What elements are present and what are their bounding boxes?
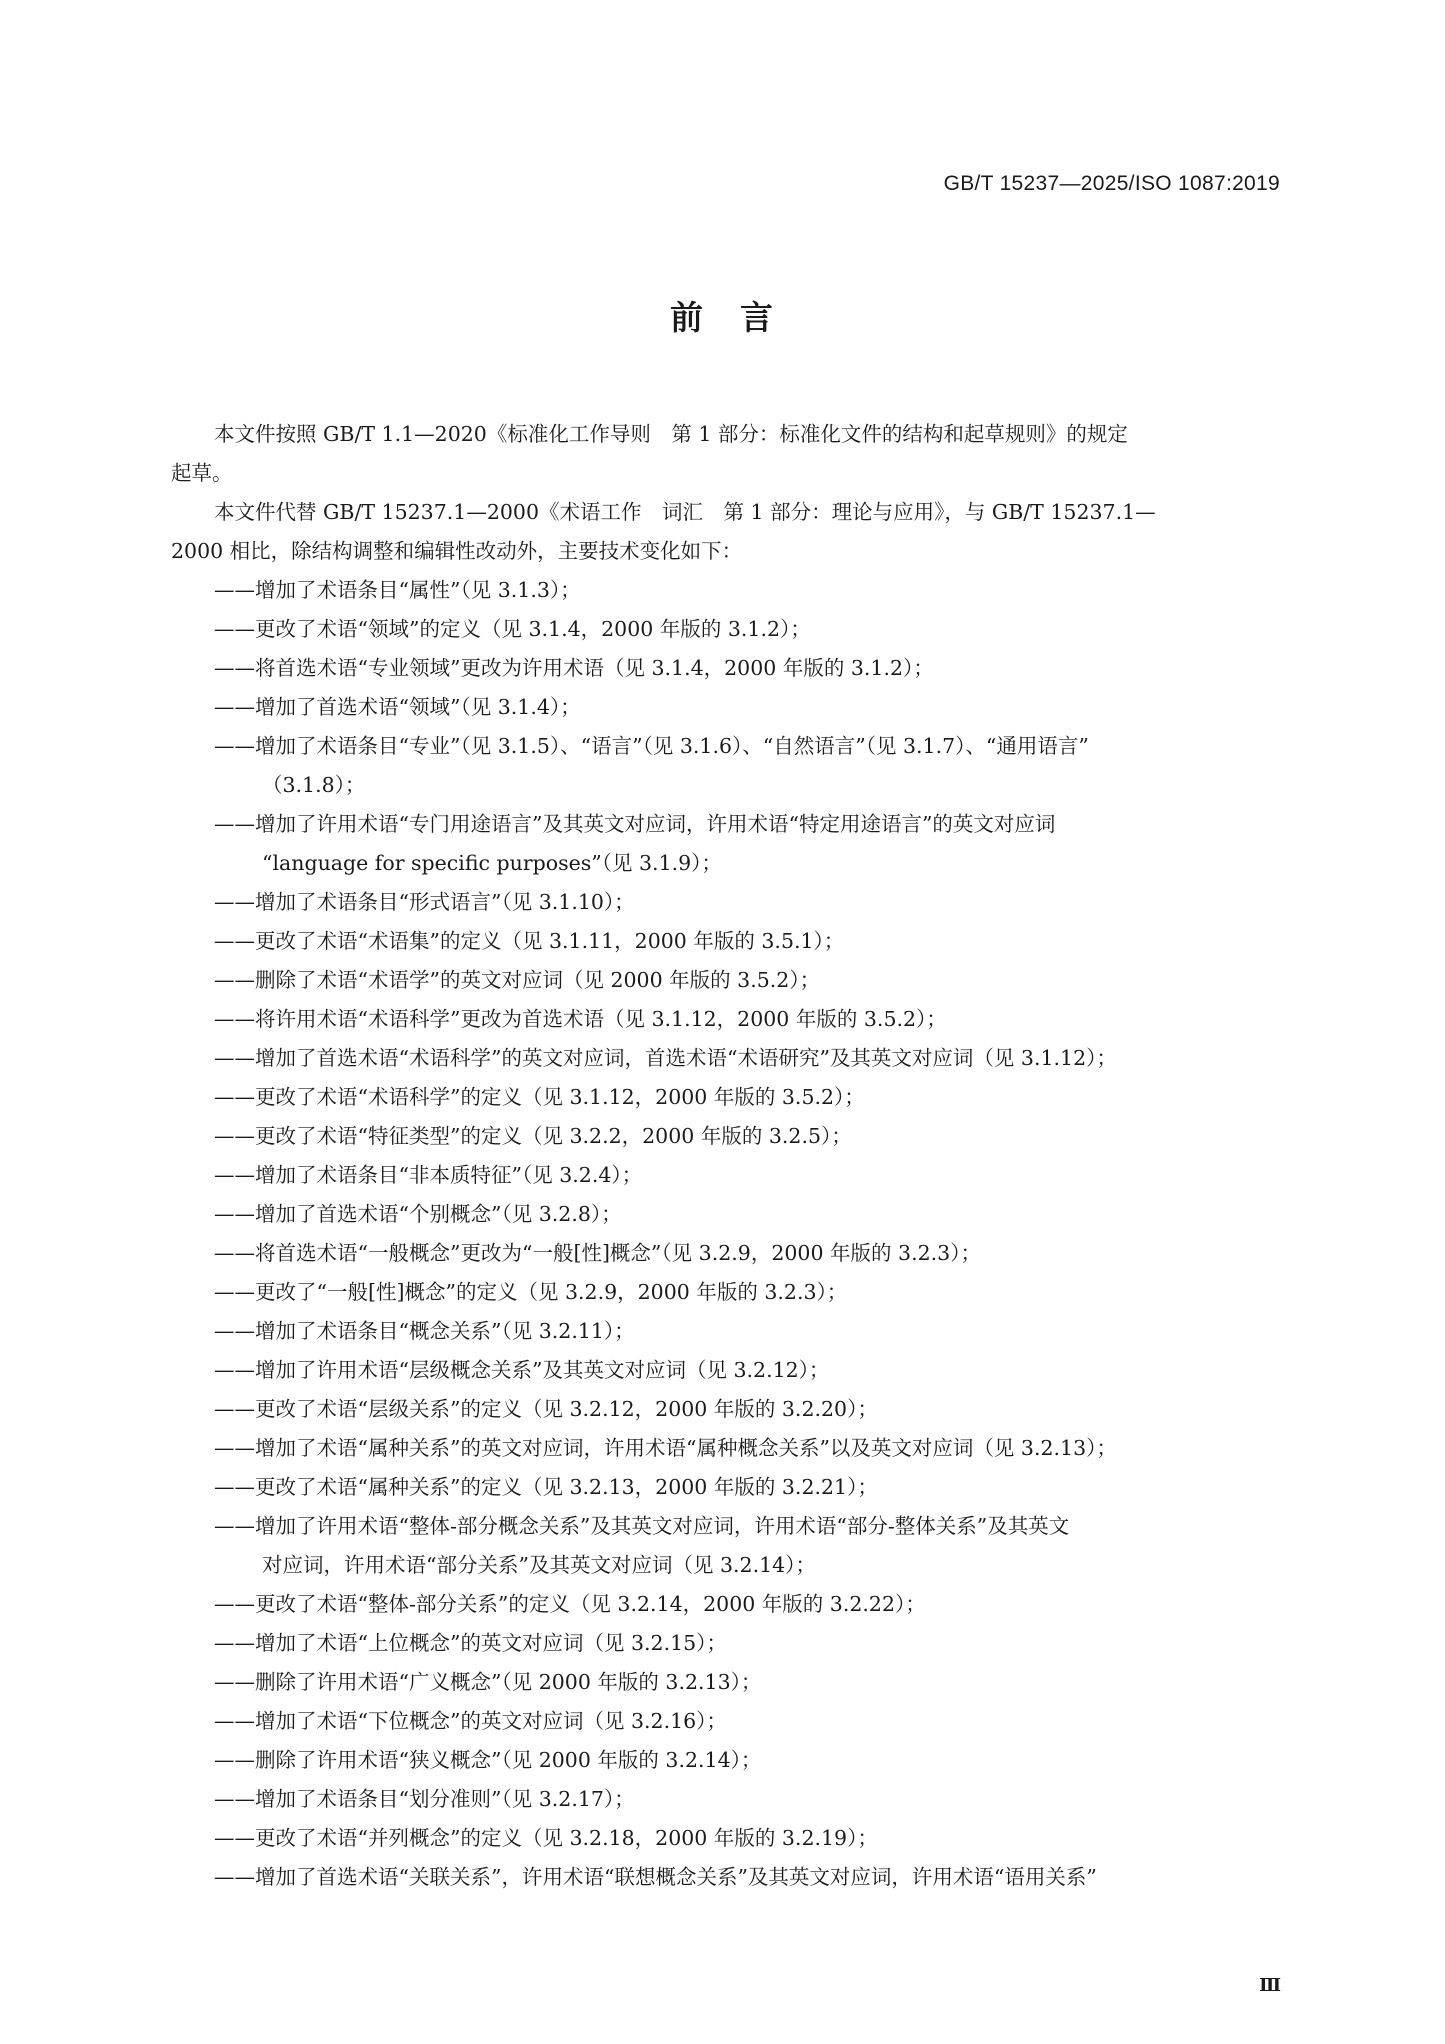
- change-item: [171, 1117, 1284, 1156]
- change-item: [171, 1468, 1284, 1507]
- change-list: [171, 571, 1284, 1897]
- change-item-text: ——增加了术语“上位概念”的英文对应词（见 3.2.15）；: [214, 1631, 727, 1655]
- change-item: [171, 1390, 1284, 1429]
- change-item-text: ——更改了术语“术语科学”的定义（见 3.1.12，2000 年版的 3.5.2）；: [214, 1085, 865, 1109]
- change-item-text: ——更改了术语“领域”的定义（见 3.1.4，2000 年版的 3.1.2）；: [214, 617, 811, 641]
- change-item-text: ——更改了“一般[性]概念”的定义（见 3.2.9，2000 年版的 3.2.3）；: [214, 1280, 848, 1304]
- change-item: [171, 610, 1284, 649]
- change-item: [171, 1663, 1284, 1702]
- change-item: [171, 961, 1284, 1000]
- change-item-text: ——增加了首选术语“关联关系”，许用术语“联想概念关系”及其英文对应词，许用术语“语用关系”: [214, 1865, 1097, 1889]
- change-item-text: ——增加了术语条目“专业”（见 3.1.5）、“语言”（见 3.1.6）、“自然语言”（见 3.1.7）、“通用语言”: [214, 734, 1089, 758]
- change-item-text: ——将许用术语“术语科学”更改为首选术语（见 3.1.12，2000 年版的 3.5.2）；: [214, 1007, 947, 1031]
- change-item-text: ——删除了许用术语“广义概念”（见 2000 年版的 3.2.13）；: [214, 1670, 762, 1694]
- change-item: [171, 688, 1284, 727]
- change-item: [171, 1819, 1284, 1858]
- change-item: [171, 1273, 1284, 1312]
- change-item-text: ——更改了术语“特征类型”的定义（见 3.2.2，2000 年版的 3.2.5）；: [214, 1124, 852, 1148]
- change-item: [171, 1234, 1284, 1273]
- change-item: [171, 727, 1284, 805]
- change-item: [171, 1585, 1284, 1624]
- paragraph-line: 本文件按照 GB/T 1.1—2020《标准化工作导则 第 1 部分：标准化文件的结构和起草规则》的规定: [214, 422, 1128, 446]
- change-item-text: ——将首选术语“专业领域”更改为许用术语（见 3.1.4，2000 年版的 3.1.2）；: [214, 656, 934, 680]
- change-item: [171, 649, 1284, 688]
- paragraph: [171, 493, 1284, 571]
- change-item: [171, 1624, 1284, 1663]
- change-item-text: ——更改了术语“层级关系”的定义（见 3.2.12，2000 年版的 3.2.20）；: [214, 1397, 878, 1421]
- change-item-text: ——增加了术语条目“非本质特征”（见 3.2.4）；: [214, 1163, 643, 1187]
- change-item-text: ——更改了术语“术语集”的定义（见 3.1.11，2000 年版的 3.5.1）；: [214, 929, 845, 953]
- change-item-text: ——增加了首选术语“领域”（见 3.1.4）；: [214, 695, 581, 719]
- change-item-text: ——增加了许用术语“专门用途语言”及其英文对应词，许用术语“特定用途语言”的英文对应词: [214, 812, 1056, 836]
- change-item-continuation: “language for specific purposes”（见 3.1.9）；: [262, 851, 722, 875]
- change-item-text: ——更改了术语“属种关系”的定义（见 3.2.13，2000 年版的 3.2.21）；: [214, 1475, 878, 1499]
- change-item-text: ——增加了术语“下位概念”的英文对应词（见 3.2.16）；: [214, 1709, 727, 1733]
- change-item-text: ——增加了许用术语“层级概念关系”及其英文对应词（见 3.2.12）；: [214, 1358, 830, 1382]
- page-number: Ⅲ: [1259, 1975, 1280, 1996]
- change-item: [171, 922, 1284, 961]
- change-item: [171, 1039, 1284, 1078]
- paragraph-line: 本文件代替 GB/T 15237.1—2000《术语工作 词汇 第 1 部分：理论与应用》，与 GB/T 15237.1—: [214, 500, 1156, 524]
- change-item-text: ——增加了术语条目“划分准则”（见 3.2.17）；: [214, 1787, 635, 1811]
- page-title: 前 言: [670, 298, 775, 337]
- document-code: GB/T 15237—2025/ISO 1087:2019: [943, 172, 1280, 195]
- change-item: [171, 1312, 1284, 1351]
- change-item-continuation: （3.1.8）；: [262, 773, 366, 797]
- change-item: [171, 1507, 1284, 1585]
- change-item-text: ——增加了首选术语“个别概念”（见 3.2.8）；: [214, 1202, 622, 1226]
- change-item: [171, 1429, 1284, 1468]
- change-item-continuation: 对应词，许用术语“部分关系”及其英文对应词（见 3.2.14）；: [262, 1553, 816, 1577]
- change-item-text: ——增加了首选术语“术语科学”的英文对应词，首选术语“术语研究”及其英文对应词（见 3.1.12）；: [214, 1046, 1117, 1070]
- change-item: [171, 1780, 1284, 1819]
- change-item-text: ——删除了许用术语“狭义概念”（见 2000 年版的 3.2.14）；: [214, 1748, 762, 1772]
- change-item-text: ——将首选术语“一般概念”更改为“一般[性]概念”（见 3.2.9，2000 年版的 3.2.3）；: [214, 1241, 981, 1265]
- paragraph-line: 起草。: [171, 461, 233, 485]
- change-item: [171, 1858, 1284, 1897]
- change-item: [171, 1741, 1284, 1780]
- change-item: [171, 1156, 1284, 1195]
- change-item-text: ——增加了术语条目“概念关系”（见 3.2.11）；: [214, 1319, 635, 1343]
- change-item: [171, 1195, 1284, 1234]
- document-body: [171, 415, 1284, 1897]
- change-item: [171, 1000, 1284, 1039]
- change-item: [171, 571, 1284, 610]
- change-item-text: ——更改了术语“并列概念”的定义（见 3.2.18，2000 年版的 3.2.19）；: [214, 1826, 878, 1850]
- paragraph-line: 2000 相比，除结构调整和编辑性改动外，主要技术变化如下：: [171, 539, 743, 563]
- change-item: [171, 1351, 1284, 1390]
- change-item-text: ——增加了术语条目“属性”（见 3.1.3）；: [214, 578, 581, 602]
- change-item-text: ——增加了术语条目“形式语言”（见 3.1.10）；: [214, 890, 635, 914]
- change-item-text: ——增加了术语“属种关系”的英文对应词，许用术语“属种概念关系”以及英文对应词（见 3.2.13）；: [214, 1436, 1117, 1460]
- change-item: [171, 1078, 1284, 1117]
- change-item: [171, 1702, 1284, 1741]
- change-item: [171, 883, 1284, 922]
- change-item-text: ——更改了术语“整体-部分关系”的定义（见 3.2.14，2000 年版的 3.2.22）；: [214, 1592, 926, 1616]
- paragraph: [171, 415, 1284, 493]
- change-item-text: ——删除了术语“术语学”的英文对应词（见 2000 年版的 3.5.2）；: [214, 968, 821, 992]
- change-item: [171, 805, 1284, 883]
- change-item-text: ——增加了许用术语“整体-部分概念关系”及其英文对应词，许用术语“部分-整体关系”及其英文: [214, 1514, 1070, 1538]
